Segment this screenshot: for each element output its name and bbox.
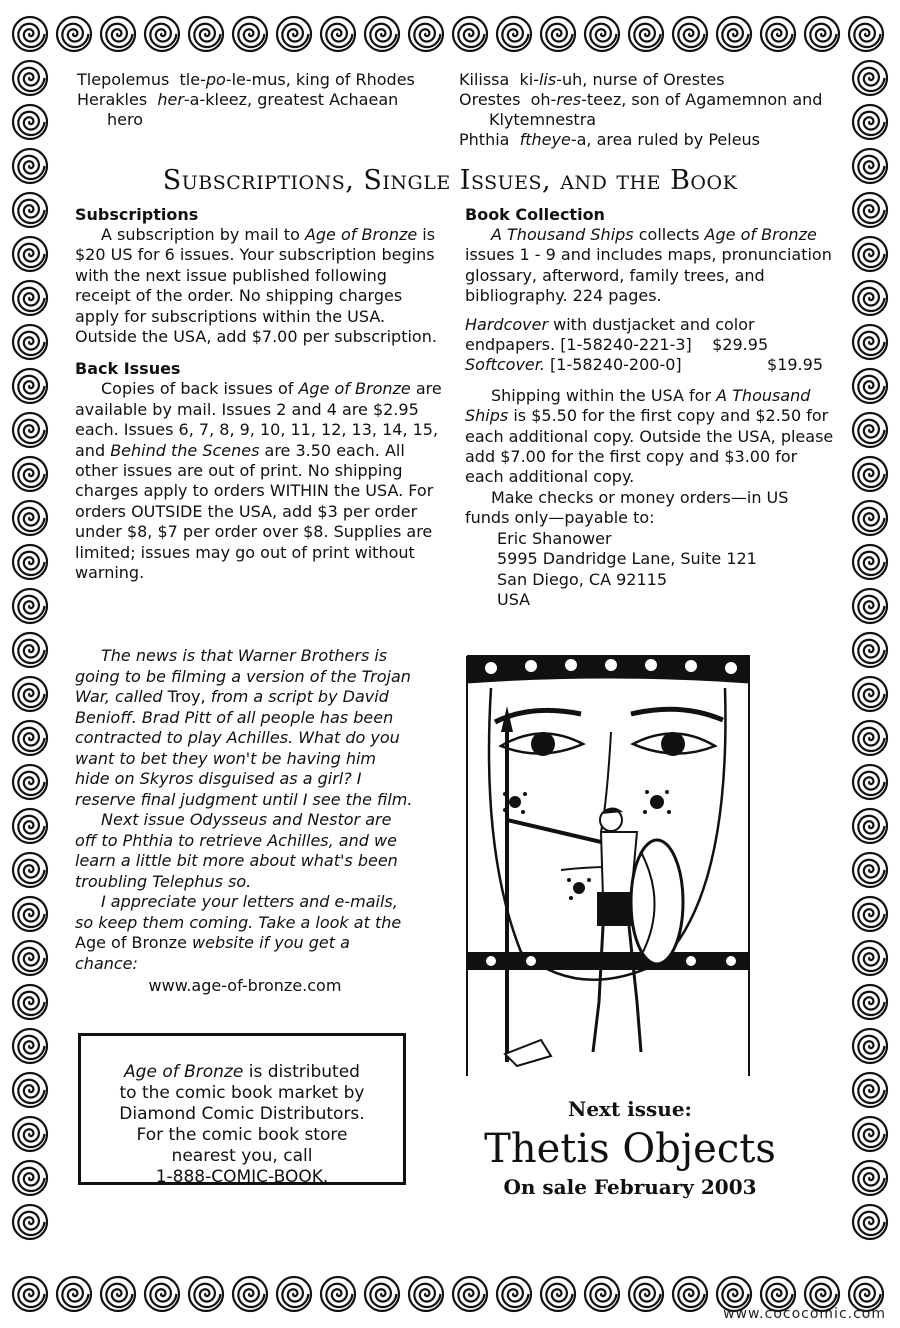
spiral-ornament xyxy=(13,897,47,931)
glossary-right xyxy=(459,70,829,150)
spiral-ornament xyxy=(13,369,47,403)
spiral-ornament xyxy=(13,721,47,755)
spiral-ornament xyxy=(853,1205,887,1239)
website-url: www.age-of-bronze.com xyxy=(148,976,342,995)
spiral-ornament xyxy=(805,17,839,51)
spiral-ornament xyxy=(629,1277,663,1311)
spiral-ornament xyxy=(233,17,267,51)
spiral-ornament xyxy=(853,413,887,447)
spiral-ornament xyxy=(717,17,751,51)
spiral-ornament xyxy=(145,17,179,51)
spiral-ornament xyxy=(13,853,47,887)
spiral-ornament xyxy=(13,765,47,799)
spiral-ornament xyxy=(189,17,223,51)
spiral-ornament xyxy=(189,1277,223,1311)
spiral-ornament xyxy=(853,1117,887,1151)
spiral-ornament xyxy=(321,1277,355,1311)
spiral-ornament xyxy=(365,1277,399,1311)
spiral-ornament xyxy=(853,237,887,271)
spiral-ornament xyxy=(853,853,887,887)
hardcover-price: $29.95 xyxy=(712,335,769,355)
mailing-address: Eric Shanower 5995 Dandridge Lane, Suite 121 San Diego, CA 92115 USA xyxy=(497,528,757,609)
spiral-ornament xyxy=(673,17,707,51)
spiral-ornament xyxy=(585,1277,619,1311)
book-collection-text: A Thousand Ships collects Age of Bronze issues 1 - 9 and includes maps, pronunciation glossary, afterword, family trees, and bibliography. 224 pages. xyxy=(465,225,832,306)
subscriptions-text: A subscription by mail to Age of Bronze is $20 US for 6 issues. Your subscription begins with the next issue published following receipt of the order. No shipping charges apply for subscriptions within the USA. Outside the USA, add $7.00 per subscription. xyxy=(75,225,437,347)
spiral-ornament xyxy=(629,17,663,51)
subscriptions-heading: Subscriptions xyxy=(75,205,199,224)
back-issues-heading: Back Issues xyxy=(75,359,181,379)
spiral-ornament xyxy=(761,17,795,51)
spiral-ornament xyxy=(497,17,531,51)
spiral-ornament xyxy=(853,193,887,227)
spiral-ornament xyxy=(13,1117,47,1151)
softcover-price: $19.95 xyxy=(767,355,823,375)
spiral-ornament xyxy=(101,17,135,51)
spiral-ornament xyxy=(13,1029,47,1063)
glossary-left xyxy=(77,70,437,130)
section-title: Subscriptions, Single Issues, and the Book xyxy=(162,165,738,196)
spiral-ornament xyxy=(497,1277,531,1311)
spiral-ornament xyxy=(321,17,355,51)
spiral-ornament xyxy=(853,721,887,755)
spiral-ornament xyxy=(585,17,619,51)
next-issue-date: On sale February 2003 xyxy=(503,1175,757,1199)
spiral-ornament xyxy=(853,765,887,799)
spiral-ornament xyxy=(853,325,887,359)
spiral-ornament xyxy=(673,1277,707,1311)
glossary-entry: Tlepolemus tle-po-le-mus, king of Rhodes xyxy=(77,70,415,89)
spiral-ornament xyxy=(853,633,887,667)
spiral-ornament xyxy=(13,1161,47,1195)
spiral-ornament xyxy=(409,17,443,51)
glossary-entry: Phthia ftheye-a, area ruled by Peleus xyxy=(459,130,761,149)
spiral-ornament xyxy=(13,61,47,95)
spiral-ornament xyxy=(853,897,887,931)
spiral-ornament xyxy=(409,1277,443,1311)
spiral-ornament xyxy=(57,17,91,51)
glossary-entry: Orestes oh-res-teez, son of Agamemnon and Klytemnestra xyxy=(459,90,823,129)
spiral-ornament xyxy=(101,1277,135,1311)
spiral-ornament xyxy=(853,457,887,491)
next-issue-title: Thetis Objects xyxy=(484,1126,776,1172)
next-issue-block xyxy=(445,1090,815,1200)
spiral-ornament xyxy=(13,325,47,359)
spiral-ornament xyxy=(853,105,887,139)
hardcover-text: Hardcover with dustjacket and color endpapers. [1-58240-221-3] $29.95 xyxy=(465,314,769,355)
spiral-ornament xyxy=(453,1277,487,1311)
glossary-entry: Herakles her-a-kleez, greatest Achaean hero xyxy=(77,90,399,129)
spiral-ornament xyxy=(145,1277,179,1311)
shipping-text: Shipping within the USA for A Thousand Ships is $5.50 for the first copy and $2.50 for each additional copy. Outside the USA, please add $7.00 for the first copy and $3.00 for each additional copy. xyxy=(465,385,834,487)
glossary-entry: Kilissa ki-lis-uh, nurse of Orestes xyxy=(459,70,725,89)
spiral-ornament xyxy=(13,281,47,315)
spiral-ornament xyxy=(13,501,47,535)
spiral-ornament xyxy=(541,17,575,51)
spiral-ornament xyxy=(853,61,887,95)
spiral-ornament xyxy=(13,941,47,975)
spiral-ornament xyxy=(13,1073,47,1107)
spiral-ornament xyxy=(853,809,887,843)
spiral-ornament xyxy=(853,1029,887,1063)
left-column xyxy=(75,205,447,584)
spiral-ornament xyxy=(13,17,47,51)
spiral-ornament xyxy=(13,1277,47,1311)
distributor-box: Age of Bronze is distributed to the comic book market by Diamond Comic Distributors. For the comic book store nearest you, call 1-888-COMIC-BOOK. xyxy=(78,1033,406,1185)
achilles-illustration xyxy=(461,652,755,1076)
spiral-ornament xyxy=(13,633,47,667)
spiral-ornament xyxy=(853,677,887,711)
spiral-ornament xyxy=(849,17,883,51)
spiral-ornament xyxy=(57,1277,91,1311)
spiral-ornament xyxy=(853,941,887,975)
payment-text: Make checks or money orders—in US funds only—payable to: xyxy=(465,487,789,528)
spiral-ornament xyxy=(13,985,47,1019)
spiral-ornament xyxy=(853,1161,887,1195)
spiral-ornament xyxy=(541,1277,575,1311)
spiral-ornament xyxy=(13,809,47,843)
watermark-text: www.cococomic.com xyxy=(723,1306,886,1322)
spiral-ornament xyxy=(277,1277,311,1311)
back-issues-text: Copies of back issues of Age of Bronze are available by mail. Issues 2 and 4 are $2.95 each. Issues 6, 7, 8, 9, 10, 11, 12, 13, 14, 15, and Behind the Scenes are 3.50 each. All other issues are out of print. No shipping charges apply to orders WITHIN the USA. For orders OUTSIDE the USA, add $3 per order under $8, $7 per order over $8. Supplies are limited; issues may go out of print without warning. xyxy=(75,379,442,583)
spiral-ornament xyxy=(277,17,311,51)
spiral-ornament xyxy=(233,1277,267,1311)
spiral-ornament xyxy=(365,17,399,51)
spiral-ornament xyxy=(453,17,487,51)
spiral-ornament xyxy=(13,105,47,139)
spiral-ornament xyxy=(13,1205,47,1239)
spiral-ornament xyxy=(853,589,887,623)
next-issue-label: Next issue: xyxy=(568,1097,692,1121)
spiral-ornament xyxy=(13,677,47,711)
spiral-ornament xyxy=(13,149,47,183)
spiral-ornament xyxy=(853,281,887,315)
spiral-ornament xyxy=(853,501,887,535)
spiral-ornament xyxy=(13,193,47,227)
spiral-ornament xyxy=(13,457,47,491)
spiral-ornament xyxy=(13,237,47,271)
spiral-ornament xyxy=(853,149,887,183)
spiral-ornament xyxy=(13,545,47,579)
book-collection-heading: Book Collection xyxy=(465,205,605,224)
spiral-ornament xyxy=(13,589,47,623)
spiral-ornament xyxy=(853,369,887,403)
editorial-note: The news is that Warner Brothers is going to be filming a version of the Trojan War, called Troy, from a script by David Benioff. Brad Pitt of all people has been contracted to play Achilles. What do you want to bet they won't be having him hide on Skyros disguised as a girl? I reserve final judgment until I see the film. Next issue Odysseus and Nestor are off to Phthia to retrieve Achilles, and we learn a little bit more about what's been troubling Telephus so. I appreciate your letters and e-mails, so keep them coming. Take a look at the Age of Bronze website if you get a chance: www.age-of-bronze.com xyxy=(75,646,415,997)
spiral-ornament xyxy=(853,545,887,579)
spiral-ornament xyxy=(853,985,887,1019)
spiral-ornament xyxy=(853,1073,887,1107)
softcover-row: Softcover. [1-58240-200-0] $19.95 xyxy=(465,355,823,375)
spiral-ornament xyxy=(13,413,47,447)
right-column xyxy=(465,205,835,610)
